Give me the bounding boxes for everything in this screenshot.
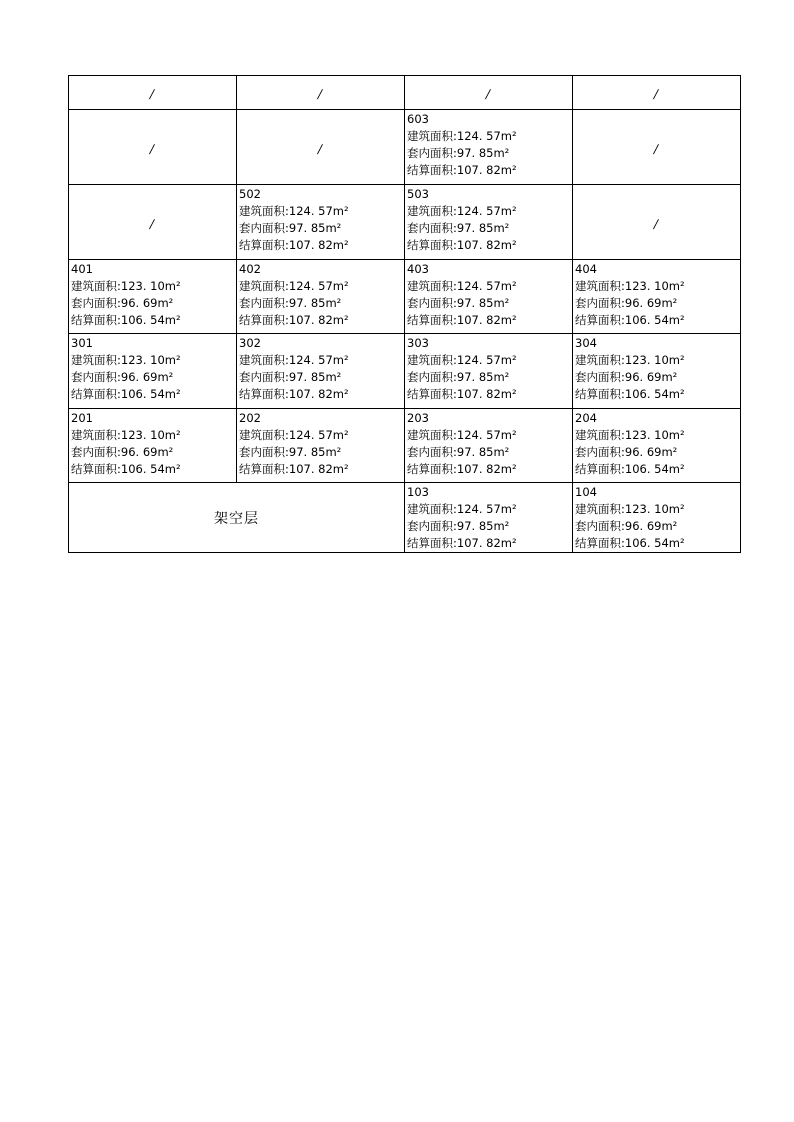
interior-area: 套内面积:96. 69m² [575,445,678,459]
settlement-area: 结算面积:107. 82m² [407,313,517,327]
floor-row-1 [69,483,741,553]
empty-mark: / [316,141,325,156]
building-area: 建筑面积:124. 57m² [407,129,517,143]
building-area: 建筑面积:124. 57m² [407,204,517,218]
building-area: 建筑面积:124. 57m² [239,428,349,442]
settlement-area: 结算面积:106. 54m² [575,462,685,476]
building-area: 建筑面积:124. 57m² [239,204,349,218]
empty-mark: / [484,87,493,101]
unit-area-table [68,75,741,553]
unit-info [237,185,404,254]
floor-row-4 [69,260,741,334]
unit-cell-401 [69,260,237,334]
unit-info [237,409,404,478]
building-area: 建筑面积:123. 10m² [575,502,685,516]
building-area: 建筑面积:123. 10m² [71,279,181,293]
settlement-area: 结算面积:107. 82m² [407,163,517,177]
settlement-area: 结算面积:107. 82m² [407,462,517,476]
unit-info [69,334,236,403]
unit-number: 201 [71,411,93,425]
settlement-area: 结算面积:106. 54m² [71,313,181,327]
unit-number: 502 [239,187,261,201]
interior-area: 套内面积:96. 69m² [71,370,174,384]
building-area: 建筑面积:123. 10m² [71,353,181,367]
unit-info [405,185,572,254]
settlement-area: 结算面积:107. 82m² [407,238,517,252]
settlement-area: 结算面积:106. 54m² [575,387,685,401]
unit-info [405,409,572,478]
unit-info [405,260,572,329]
building-area: 建筑面积:124. 57m² [239,279,349,293]
empty-mark: / [148,216,157,231]
settlement-area: 结算面积:107. 82m² [239,238,349,252]
settlement-area: 结算面积:107. 82m² [239,462,349,476]
unit-cell-302 [237,334,405,409]
interior-area: 套内面积:96. 69m² [575,519,678,533]
unit-cell-503 [405,185,573,260]
unit-number: 103 [407,485,429,499]
unit-cell-403 [405,260,573,334]
empty-cell [69,76,237,110]
unit-number: 301 [71,336,93,350]
interior-area: 套内面积:96. 69m² [71,296,174,310]
empty-mark: / [652,141,661,156]
building-area: 建筑面积:124. 57m² [239,353,349,367]
unit-number: 401 [71,262,93,276]
unit-number: 202 [239,411,261,425]
unit-cell-502 [237,185,405,260]
building-area: 建筑面积:123. 10m² [575,428,685,442]
interior-area: 套内面积:97. 85m² [407,445,510,459]
interior-area: 套内面积:97. 85m² [407,296,510,310]
unit-info [405,334,572,403]
empty-cell [573,185,741,260]
unit-info [573,483,740,552]
building-area: 建筑面积:123. 10m² [575,279,685,293]
unit-number: 204 [575,411,597,425]
unit-info [573,409,740,478]
empty-mark: / [316,87,325,101]
unit-number: 302 [239,336,261,350]
interior-area: 套内面积:97. 85m² [407,146,510,160]
unit-cell-202 [237,409,405,483]
unit-cell-404 [573,260,741,334]
empty-mark: / [652,216,661,231]
unit-cell-104 [573,483,741,553]
unit-cell-201 [69,409,237,483]
empty-mark: / [148,87,157,101]
settlement-area: 结算面积:106. 54m² [71,462,181,476]
unit-cell-301 [69,334,237,409]
settlement-area: 结算面积:106. 54m² [575,536,685,550]
empty-cell [237,110,405,185]
unit-number: 203 [407,411,429,425]
ground-floor-label-cell [69,483,405,553]
unit-cell-304 [573,334,741,409]
empty-cell [573,110,741,185]
floor-row-7 [69,76,741,110]
settlement-area: 结算面积:107. 82m² [239,313,349,327]
floor-row-3 [69,334,741,409]
floor-row-6 [69,110,741,185]
empty-cell [69,185,237,260]
unit-info [573,260,740,329]
unit-area-table-body [69,76,741,553]
unit-cell-402 [237,260,405,334]
floor-row-5 [69,185,741,260]
unit-number: 503 [407,187,429,201]
unit-cell-203 [405,409,573,483]
building-area: 建筑面积:124. 57m² [407,502,517,516]
settlement-area: 结算面积:107. 82m² [407,536,517,550]
empty-cell [69,110,237,185]
interior-area: 套内面积:97. 85m² [407,370,510,384]
empty-mark: / [652,87,661,101]
unit-info [237,334,404,403]
interior-area: 套内面积:96. 69m² [71,445,174,459]
unit-number: 404 [575,262,597,276]
unit-cell-103 [405,483,573,553]
settlement-area: 结算面积:107. 82m² [239,387,349,401]
unit-info [237,260,404,329]
unit-number: 603 [407,112,429,126]
building-area: 建筑面积:124. 57m² [407,353,517,367]
unit-number: 402 [239,262,261,276]
interior-area: 套内面积:97. 85m² [239,370,342,384]
unit-number: 403 [407,262,429,276]
building-area: 建筑面积:123. 10m² [575,353,685,367]
settlement-area: 结算面积:106. 54m² [71,387,181,401]
unit-cell-303 [405,334,573,409]
building-area: 建筑面积:124. 57m² [407,428,517,442]
interior-area: 套内面积:96. 69m² [575,296,678,310]
unit-info [405,110,572,179]
empty-cell [405,76,573,110]
floor-row-2 [69,409,741,483]
building-area: 建筑面积:124. 57m² [407,279,517,293]
unit-info [69,409,236,478]
interior-area: 套内面积:97. 85m² [239,445,342,459]
unit-number: 104 [575,485,597,499]
empty-cell [573,76,741,110]
unit-info [69,260,236,329]
unit-cell-204 [573,409,741,483]
building-area: 建筑面积:123. 10m² [71,428,181,442]
ground-floor-label: 架空层 [214,510,259,527]
settlement-area: 结算面积:107. 82m² [407,387,517,401]
empty-cell [237,76,405,110]
unit-info [573,334,740,403]
unit-cell-603 [405,110,573,185]
interior-area: 套内面积:97. 85m² [407,519,510,533]
interior-area: 套内面积:96. 69m² [575,370,678,384]
settlement-area: 结算面积:106. 54m² [575,313,685,327]
interior-area: 套内面积:97. 85m² [239,221,342,235]
unit-number: 304 [575,336,597,350]
empty-mark: / [148,141,157,156]
unit-info [405,483,572,552]
interior-area: 套内面积:97. 85m² [407,221,510,235]
unit-number: 303 [407,336,429,350]
interior-area: 套内面积:97. 85m² [239,296,342,310]
